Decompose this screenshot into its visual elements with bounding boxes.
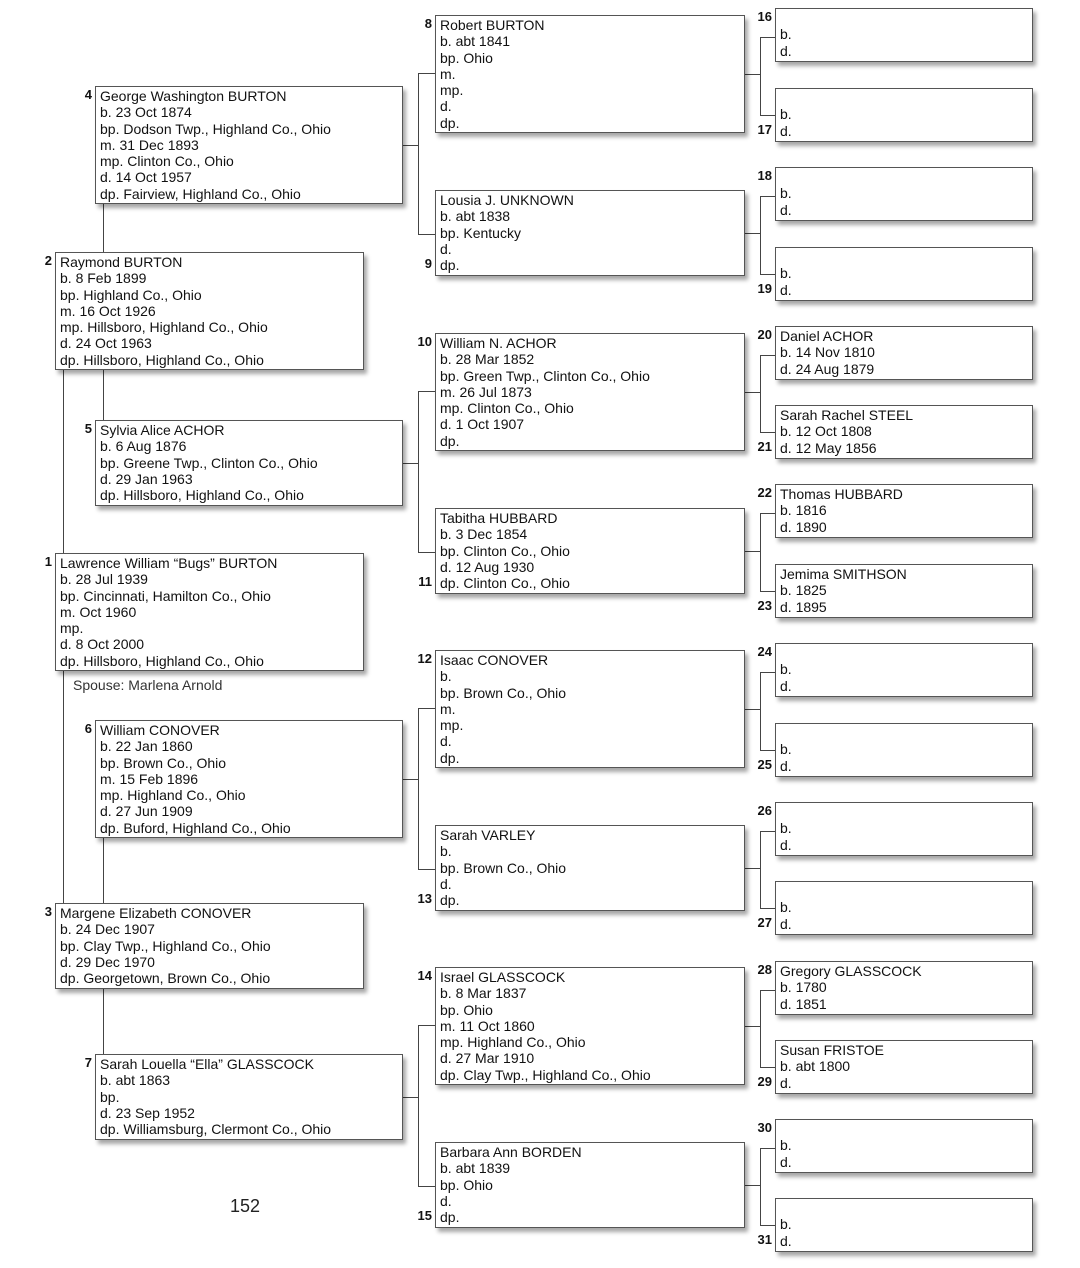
ahnentafel-number: 1 [44,554,52,569]
connector-line [760,196,761,274]
person-detail: dp. [440,1209,460,1226]
person-box-27[interactable] [775,881,1033,935]
person-detail: d. [780,1232,792,1249]
person-detail: d. 12 Aug 1930 [440,558,535,575]
person-detail: bp. Ohio [440,49,493,66]
person-name: Barbara Ann BORDEN [440,1144,582,1160]
person-name: Raymond BURTON [60,254,183,270]
person-detail: m. 16 Oct 1926 [60,302,156,319]
ahnentafel-number: 21 [757,438,772,454]
person-detail: d. 23 Sep 1952 [100,1104,195,1121]
connector-line [418,1025,435,1026]
person-detail: bp. Dodson Twp., Highland Co., Ohio [100,120,331,137]
connector-line [418,73,435,74]
person-box-8[interactable] [435,15,745,133]
connector-line [103,204,104,252]
person-box-28[interactable] [775,961,1033,1015]
connector-line [418,391,435,392]
person-detail: d. [780,201,792,218]
person-name: Sylvia Alice ACHOR [100,422,225,438]
person-name [780,804,1032,820]
ahnentafel-number: 22 [757,485,772,500]
person-detail: d. [440,733,452,750]
person-detail: d. 8 Oct 2000 [60,636,145,653]
person-name: William CONOVER [100,722,220,738]
ahnentafel-number: 14 [417,968,432,983]
person-detail: d. 24 Aug 1879 [780,360,875,377]
person-name: William N. ACHOR [440,335,557,351]
person-detail: bp. [100,1088,120,1105]
ahnentafel-number: 11 [418,574,432,590]
person-box-24[interactable] [775,643,1033,697]
person-name: Robert BURTON [440,17,545,33]
person-detail: dp. Hillsboro, Highland Co., Ohio [100,487,304,504]
person-detail: d. 1895 [780,598,827,615]
person-detail: d. [780,915,792,932]
ahnentafel-number: 13 [417,891,432,907]
person-detail: b. abt 1838 [440,208,511,225]
ahnentafel-number: 20 [757,327,772,342]
person-box-17[interactable] [775,88,1033,142]
person-detail: mp. Highland Co., Ohio [100,787,246,804]
ahnentafel-number: 24 [757,644,772,659]
connector-line [760,355,761,432]
ahnentafel-number: 28 [757,962,772,977]
person-detail: d. [780,1153,792,1170]
ahnentafel-number: 10 [417,334,432,349]
connector-line [745,868,760,869]
connector-line [760,1148,761,1225]
person-detail: m. 11 Oct 1860 [440,1017,535,1034]
person-name [780,169,1032,185]
connector-line [760,591,775,592]
person-box-11[interactable] [435,508,745,594]
person-name [780,1121,1032,1137]
person-detail: b. abt 1841 [440,33,511,50]
person-detail: bp. Ohio [440,1001,493,1018]
person-detail: b. [440,668,452,685]
person-name [780,883,1032,899]
person-box-10[interactable] [435,333,745,451]
person-box-2[interactable] [55,252,364,370]
person-detail: b. 12 Oct 1808 [780,423,872,440]
person-detail: b. 1816 [780,502,827,519]
connector-line [760,1225,775,1226]
connector-line [403,1097,418,1098]
spouse-label: Spouse: Marlena Arnold [73,677,223,693]
person-box-6[interactable] [95,720,403,838]
person-detail: bp. Green Twp., Clinton Co., Ohio [440,367,650,384]
person-detail: d. 29 Dec 1970 [60,953,155,970]
person-detail: b. abt 1839 [440,1160,511,1177]
ahnentafel-number: 25 [757,756,772,772]
person-name: Lawrence William “Bugs” BURTON [60,555,278,571]
person-detail: d. [780,281,792,298]
person-detail: b. 28 Mar 1852 [440,351,535,368]
person-detail: mp. [60,620,84,637]
person-detail: dp. Hillsboro, Highland Co., Ohio [60,351,264,368]
person-detail: d. 1851 [780,995,827,1012]
connector-line [418,869,435,870]
person-name [780,90,1032,106]
person-detail: b. [780,26,792,43]
person-detail: d. [440,98,452,115]
person-detail: dp. Buford, Highland Co., Ohio [100,819,291,836]
person-box-13[interactable] [435,825,745,911]
person-box-14[interactable] [435,967,745,1085]
connector-line [745,74,760,75]
person-box-7[interactable] [95,1054,403,1140]
person-name [780,249,1032,265]
connector-line [760,1067,775,1068]
ahnentafel-number: 17 [757,121,772,137]
page-number: 152 [230,1196,261,1216]
person-detail: dp. [440,749,460,766]
person-box-12[interactable] [435,650,745,768]
person-detail: dp. Fairview, Highland Co., Ohio [100,185,301,202]
ahnentafel-number: 2 [44,253,52,268]
person-detail: m. 15 Feb 1896 [100,770,199,787]
person-detail: d. 29 Jan 1963 [100,470,193,487]
connector-line [760,831,761,908]
person-box-23[interactable] [775,564,1033,618]
person-detail: b. abt 1800 [780,1058,851,1075]
person-name: Sarah Louella “Ella” GLASSCOCK [100,1056,314,1072]
person-detail: b. [780,1216,792,1233]
person-detail: dp. Georgetown, Brown Co., Ohio [60,970,271,987]
person-name: Margene Elizabeth CONOVER [60,905,252,921]
person-detail: dp. Clinton Co., Ohio [440,575,570,592]
connector-line [403,463,418,464]
person-detail: m. Oct 1960 [60,603,137,620]
person-box-3[interactable] [55,903,364,989]
person-box-19[interactable] [775,247,1033,301]
connector-line [760,432,775,433]
connector-line [760,37,775,38]
person-detail: d. 27 Jun 1909 [100,803,193,820]
connector-line [418,708,419,869]
person-name: Sarah VARLEY [440,827,536,843]
person-detail: b. 8 Feb 1899 [60,270,147,287]
ahnentafel-number: 31 [757,1231,772,1247]
person-detail: d. [440,240,452,257]
person-name [780,645,1032,661]
person-name [780,1200,1032,1216]
person-detail: b. 23 Oct 1874 [100,104,192,121]
person-box-5[interactable] [95,420,403,506]
person-detail: b. 8 Mar 1837 [440,985,527,1002]
connector-line [760,990,761,1067]
person-detail: mp. [440,82,464,99]
connector-line [745,709,760,710]
person-detail: bp. Kentucky [440,224,521,241]
person-box-15[interactable] [435,1142,745,1228]
person-detail: m. 31 Dec 1893 [100,136,199,153]
person-detail: b. [780,265,792,282]
person-name: George Washington BURTON [100,88,287,104]
person-detail: bp. Clinton Co., Ohio [440,542,570,559]
person-detail: m. [440,65,456,82]
person-box-18[interactable] [775,167,1033,221]
connector-line [418,1186,435,1187]
person-detail: m. [440,700,456,717]
person-detail: d. [440,1192,452,1209]
person-box-29[interactable] [775,1040,1033,1094]
connector-line [760,908,775,909]
connector-line [760,513,761,591]
person-detail: b. [780,741,792,758]
person-detail: b. 14 Nov 1810 [780,344,875,361]
person-detail: bp. Brown Co., Ohio [440,859,567,876]
person-detail: d. 12 May 1856 [780,439,877,456]
connector-line [418,708,435,709]
connector-line [418,552,435,553]
person-detail: b. [780,820,792,837]
person-detail: b. 6 Aug 1876 [100,438,187,455]
person-detail: d. [780,836,792,853]
person-detail: b. [780,106,792,123]
connector-line [760,990,775,991]
person-detail: bp. Ohio [440,1176,493,1193]
person-detail: b. 24 Dec 1907 [60,921,155,938]
person-detail: d. [780,122,792,139]
ahnentafel-number: 27 [757,914,772,930]
person-detail: d. [440,875,452,892]
connector-line [760,1148,775,1149]
person-detail: dp. [440,432,460,449]
person-detail: bp. Clay Twp., Highland Co., Ohio [60,937,271,954]
person-detail: b. 22 Jan 1860 [100,738,193,755]
ahnentafel-number: 5 [84,421,92,436]
ahnentafel-number: 4 [84,87,92,102]
ahnentafel-number: 18 [757,168,772,183]
connector-line [760,513,775,514]
ahnentafel-number: 15 [417,1208,432,1224]
connector-line [418,391,419,552]
ahnentafel-number: 29 [757,1073,772,1089]
person-detail: mp. Clinton Co., Ohio [440,400,574,417]
person-detail: b. [780,1137,792,1154]
connector-line [418,1025,419,1186]
person-detail: dp. Clay Twp., Highland Co., Ohio [440,1066,651,1083]
ahnentafel-number: 16 [757,9,772,24]
connector-line [745,233,760,234]
person-name: Israel GLASSCOCK [440,969,566,985]
person-detail: d. [780,757,792,774]
person-detail: bp. Highland Co., Ohio [60,286,202,303]
person-detail: d. 1890 [780,518,827,535]
person-detail: d. [780,1074,792,1091]
ahnentafel-number: 12 [417,651,432,666]
person-detail: b. 28 Jul 1939 [60,571,148,588]
person-detail: d. [780,42,792,59]
connector-line [760,750,775,751]
person-detail: b. [780,899,792,916]
person-detail: d. 1 Oct 1907 [440,416,525,433]
person-name: Isaac CONOVER [440,652,549,668]
connector-line [760,115,775,116]
person-detail: b. [780,185,792,202]
person-detail: dp. [440,892,460,909]
person-box-4[interactable] [95,86,403,204]
ahnentafel-number: 6 [84,721,92,736]
ahnentafel-number: 23 [757,597,772,613]
ahnentafel-number: 19 [757,280,772,296]
connector-line [760,355,775,356]
connector-line [760,274,775,275]
connector-line [760,831,775,832]
person-box-26[interactable] [775,802,1033,856]
person-detail: b. 3 Dec 1854 [440,526,528,543]
person-name [780,725,1032,741]
person-box-9[interactable] [435,190,745,276]
person-name: Daniel ACHOR [780,328,874,344]
connector-line [745,551,760,552]
person-detail: mp. [440,717,464,734]
person-detail: bp. Brown Co., Ohio [100,754,227,771]
connector-line [103,989,104,1054]
person-detail: bp. Cincinnati, Hamilton Co., Ohio [60,587,271,604]
person-detail: d. 27 Mar 1910 [440,1050,535,1067]
ahnentafel-number: 9 [424,256,432,272]
connector-line [403,145,418,146]
person-name: Jemima SMITHSON [780,566,907,582]
person-box-1[interactable] [55,553,364,671]
person-detail: m. 26 Jul 1873 [440,383,532,400]
person-detail: b. 1780 [780,979,827,996]
ahnentafel-number: 26 [757,803,772,818]
person-name [780,10,1032,26]
person-detail: bp. Brown Co., Ohio [440,684,567,701]
ahnentafel-number: 8 [424,16,432,31]
person-detail: b. [780,661,792,678]
person-name: Lousia J. UNKNOWN [440,192,574,208]
connector-line [103,370,104,420]
person-detail: b. abt 1863 [100,1072,171,1089]
connector-line [418,234,435,235]
person-detail: dp. Williamsburg, Clermont Co., Ohio [100,1121,332,1138]
person-detail: mp. Hillsboro, Highland Co., Ohio [60,319,268,336]
person-name: Susan FRISTOE [780,1042,885,1058]
person-box-21[interactable] [775,405,1033,459]
connector-line [403,779,418,780]
connector-line [745,1185,760,1186]
person-name: Gregory GLASSCOCK [780,963,922,979]
person-detail: b. 1825 [780,582,827,599]
connector-line [760,196,775,197]
person-detail: b. [440,843,452,860]
person-name: Tabitha HUBBARD [440,510,558,526]
connector-line [760,672,775,673]
connector-line [760,37,761,115]
person-box-16[interactable] [775,8,1033,62]
person-detail: mp. Highland Co., Ohio [440,1034,586,1051]
person-detail: dp. [440,257,460,274]
ahnentafel-number: 3 [44,904,52,919]
person-detail: d. 24 Oct 1963 [60,335,152,352]
person-detail: d. [780,677,792,694]
person-detail: d. 14 Oct 1957 [100,169,192,186]
connector-line [760,672,761,750]
ahnentafel-number: 7 [84,1055,92,1070]
person-detail: dp. [440,114,460,131]
ahnentafel-number: 30 [757,1120,772,1135]
person-detail: bp. Greene Twp., Clinton Co., Ohio [100,454,318,471]
person-box-30[interactable] [775,1119,1033,1173]
connector-line [103,838,104,903]
person-name: Sarah Rachel STEEL [780,407,914,423]
connector-line [745,392,760,393]
person-box-22[interactable] [775,484,1033,538]
person-name: Thomas HUBBARD [780,486,903,502]
person-box-25[interactable] [775,723,1033,777]
person-box-31[interactable] [775,1198,1033,1252]
person-box-20[interactable] [775,326,1033,380]
person-detail: dp. Hillsboro, Highland Co., Ohio [60,652,264,669]
connector-line [418,73,419,234]
connector-line [745,1026,760,1027]
person-detail: mp. Clinton Co., Ohio [100,153,234,170]
